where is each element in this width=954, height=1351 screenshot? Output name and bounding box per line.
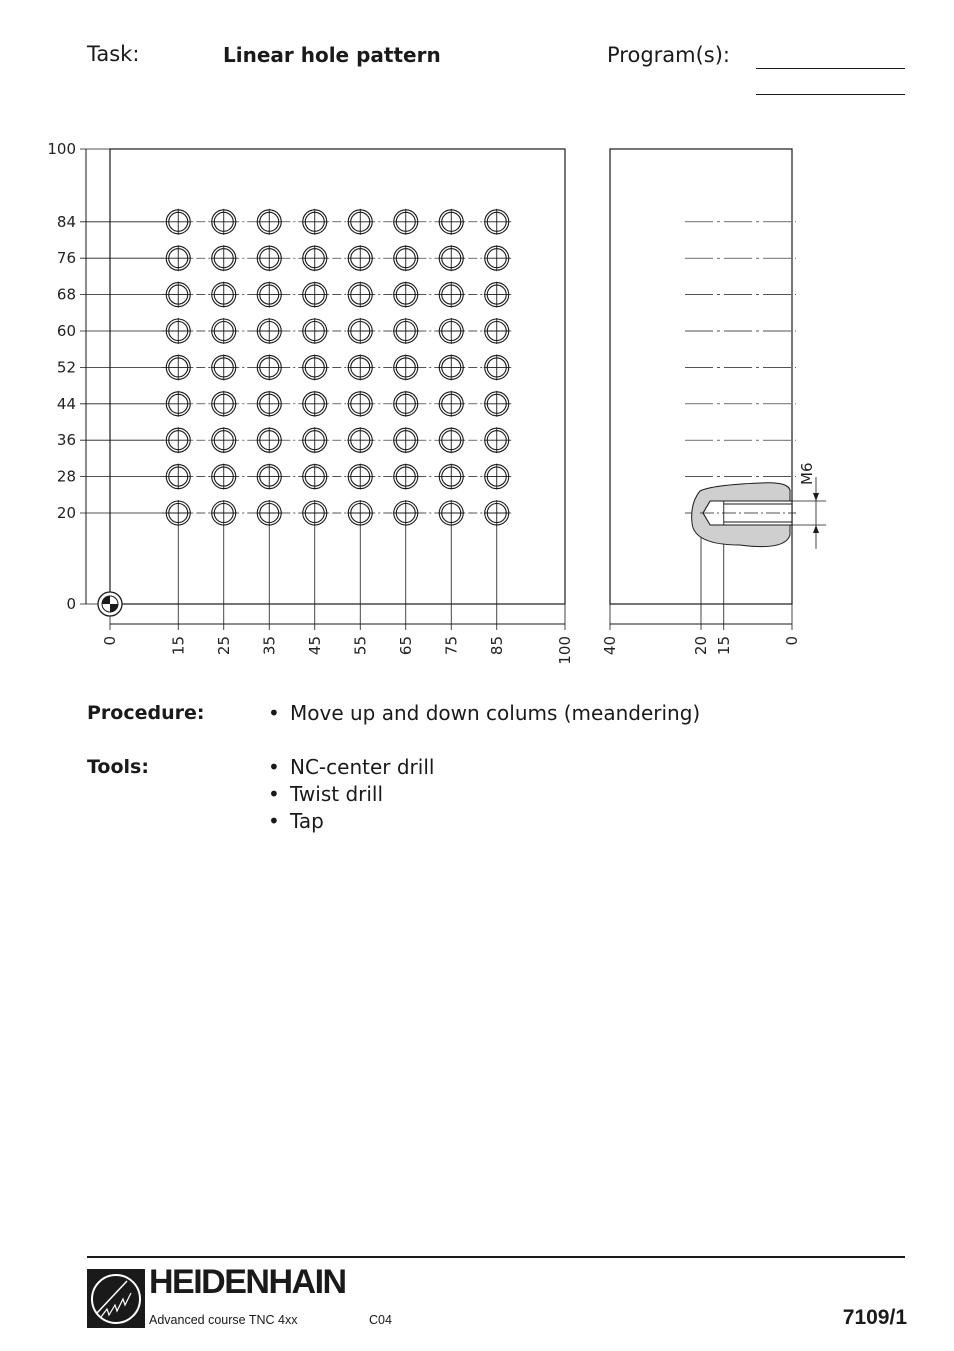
y-tick-label: 36 [56,431,76,450]
y-tick-label: 60 [56,322,76,340]
side-tick-label: 15 [714,636,733,656]
x-tick-label: 35 [260,636,279,656]
procedure-list [268,700,700,727]
programs-label: Program(s): [607,43,731,67]
x-tick-label: 65 [396,636,415,656]
task-label: Task: [87,42,140,66]
y-tick-label: 76 [56,249,76,268]
x-tick-label: 25 [214,636,233,656]
y-tick-label: 44 [56,394,76,413]
task-title: Linear hole pattern [223,43,441,67]
footer-rule [87,1256,905,1258]
brand-name: HEIDENHAIN [149,1263,346,1301]
thread-label: M6 [798,462,816,485]
heidenhain-logo-icon [87,1269,145,1328]
tool-item: • Tap [268,808,434,835]
tools-list [268,754,434,835]
y-tick-label: 28 [56,467,76,486]
course-code: C04 [369,1313,392,1327]
x-tick-label: 15 [169,636,188,656]
tool-item: • Twist drill [268,781,434,808]
y-tick-label: 20 [56,504,76,522]
x-tick-label: 100 [556,636,574,665]
m6-arrow [813,493,819,501]
side-view [601,149,826,655]
side-tick-label: 0 [783,636,801,646]
m6-arrow [813,525,819,533]
x-tick-label: 55 [351,636,370,656]
side-tick-label: 40 [601,636,619,656]
x-tick-label: 0 [101,636,119,646]
y-tick-label: 0 [66,595,76,613]
y-tick-label: 84 [56,212,76,231]
y-tick-label: 68 [56,285,76,304]
x-tick-label: 45 [305,636,324,656]
procedure-label: Procedure: [87,702,205,724]
y-tick-label: 52 [56,358,76,377]
front-view [47,140,574,665]
tools-label: Tools: [87,756,149,778]
procedure-item: • Move up and down colums (meandering) [268,700,700,727]
x-tick-label: 75 [442,636,461,656]
page-number: 7109/1 [842,1306,907,1329]
y-tick-label: 100 [47,140,76,158]
side-tick-label: 20 [692,636,710,656]
x-tick-label: 85 [487,636,506,656]
course-name: Advanced course TNC 4xx [149,1313,298,1327]
tool-item: • NC-center drill [268,754,434,781]
